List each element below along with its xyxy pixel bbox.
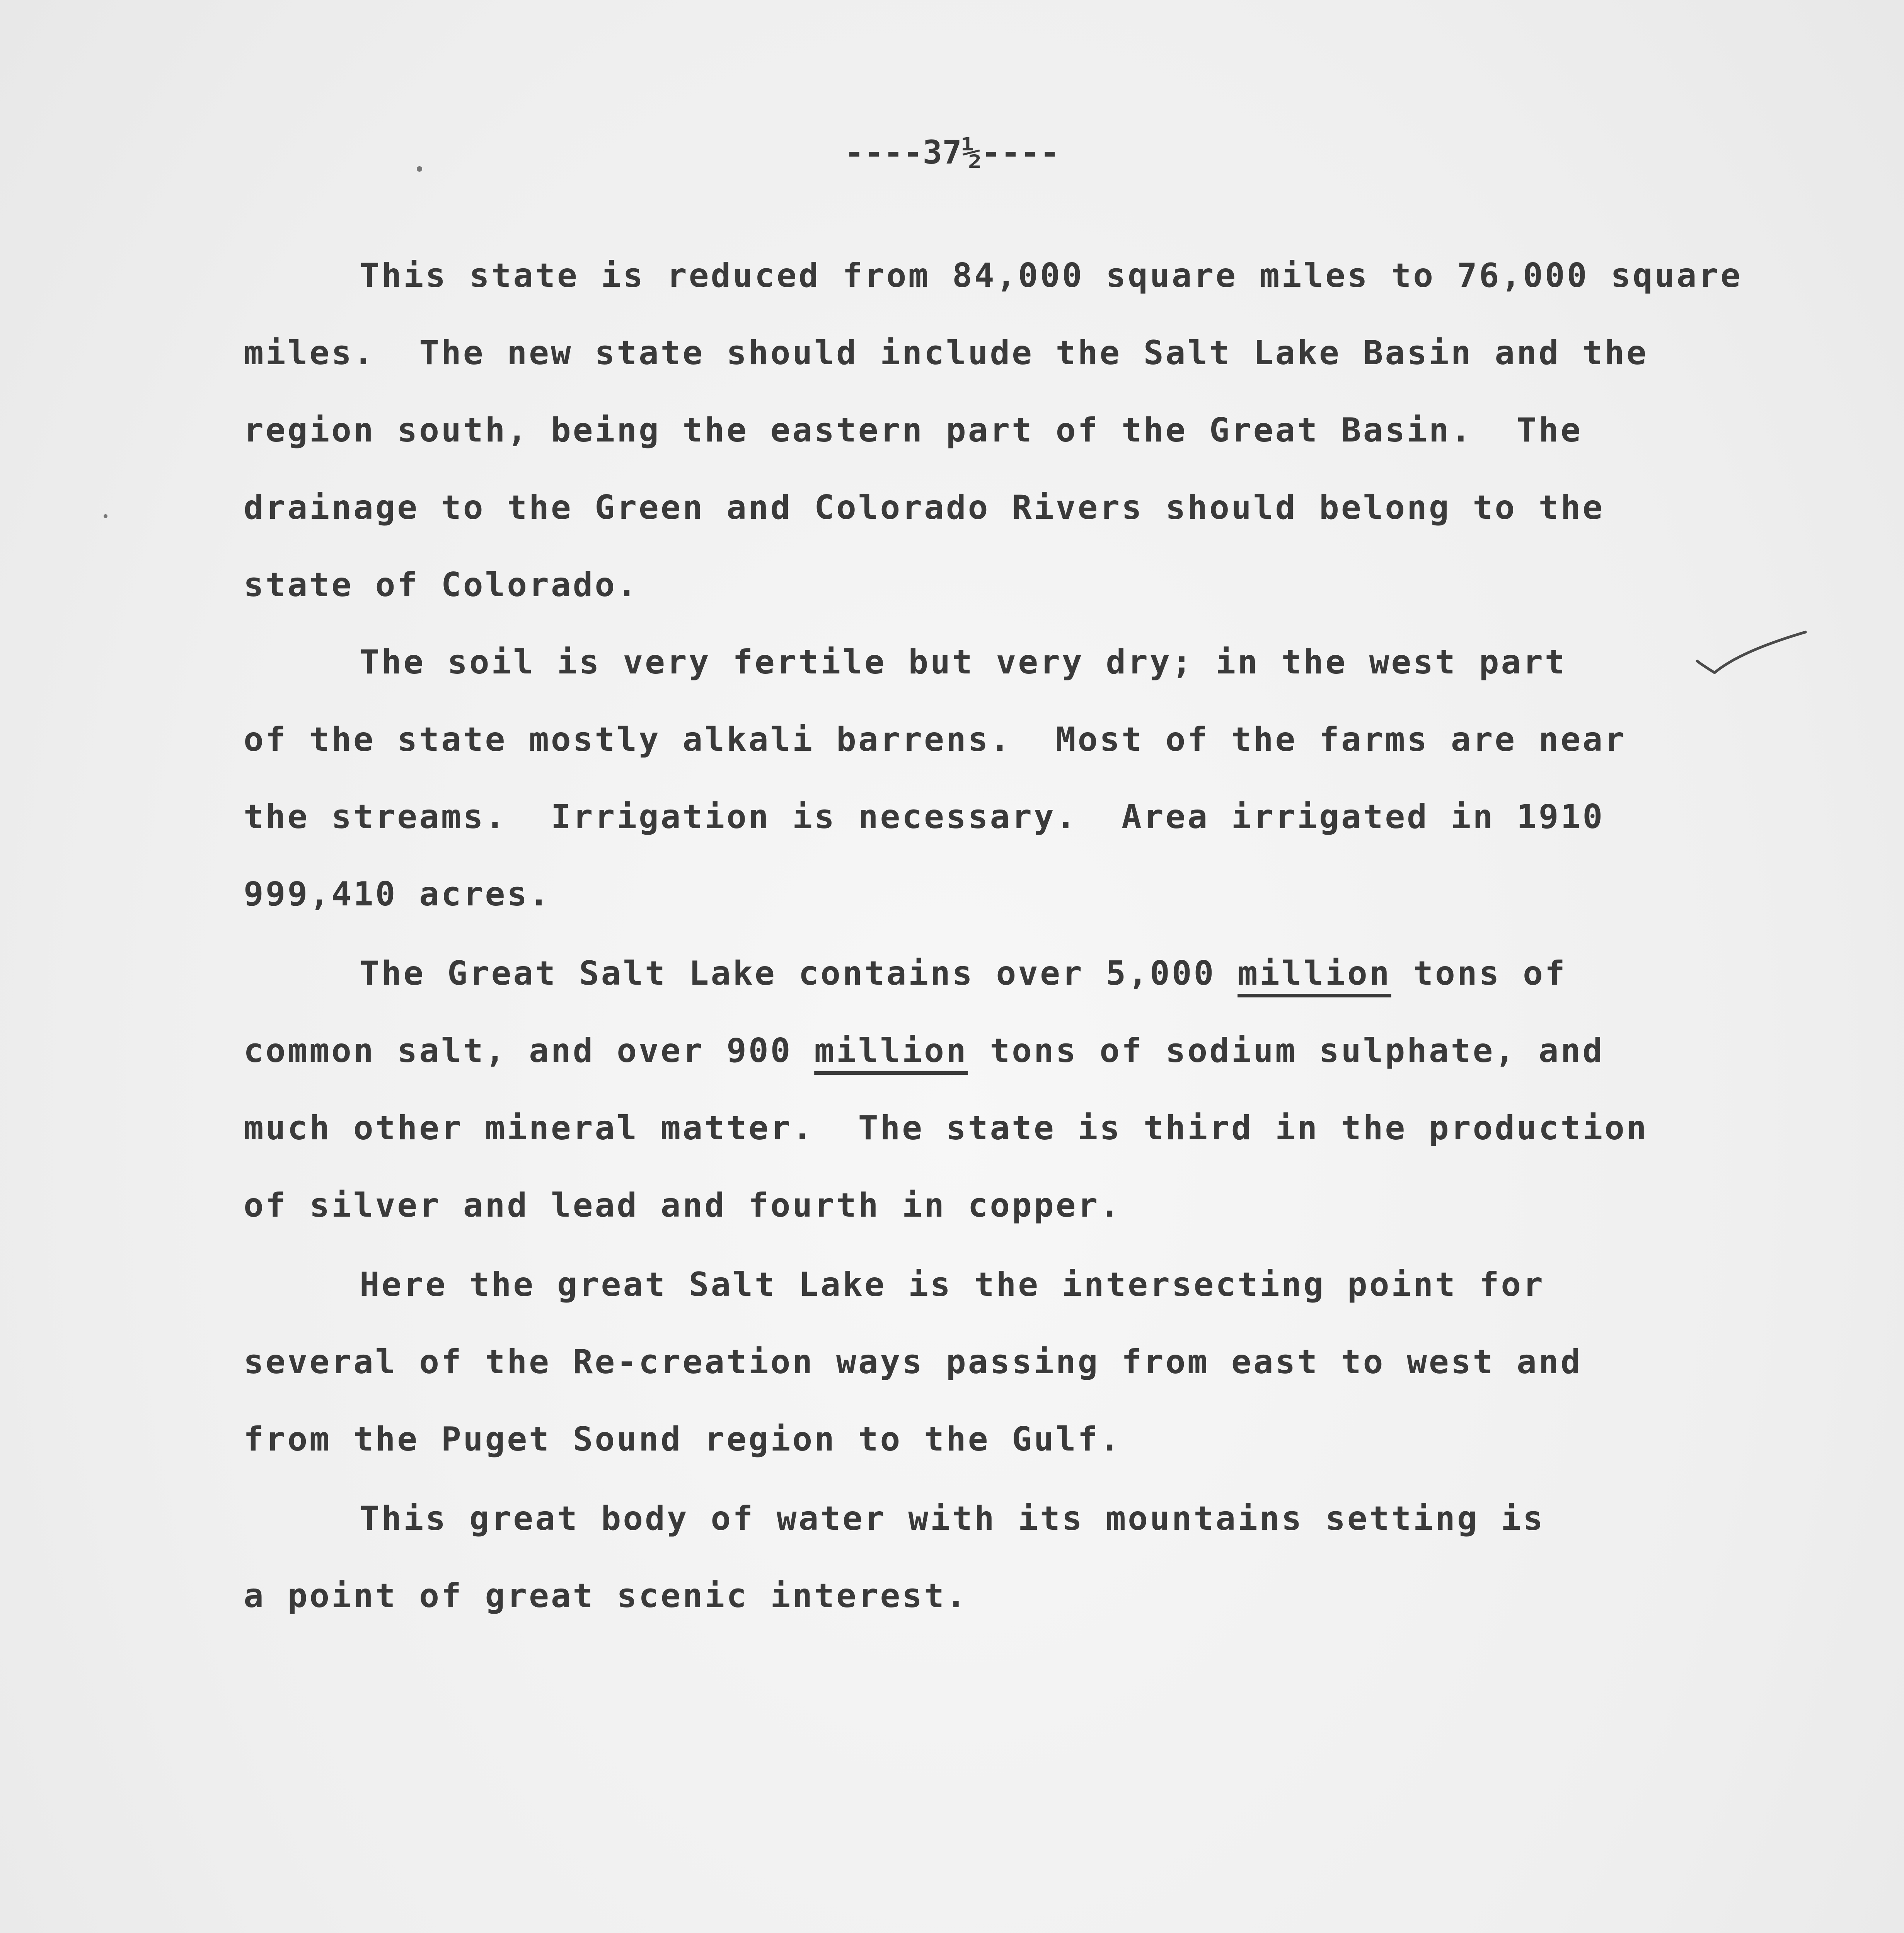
text-line: The Great Salt Lake contains over 5,000 million tons of — [360, 954, 1567, 993]
text-line: a point of great scenic interest. — [244, 1577, 968, 1615]
text-line: several of the Re-creation ways passing from east to west and — [244, 1343, 1583, 1381]
text-line: This state is reduced from 84,000 square miles to 76,000 square — [360, 256, 1742, 295]
underlined-word: million — [1238, 954, 1391, 993]
page-number: ----37½---- — [844, 133, 1060, 171]
text-line: of silver and lead and fourth in copper. — [244, 1186, 1122, 1225]
text-line: much other mineral matter. The state is third in the production — [244, 1109, 1648, 1147]
text-line: Here the great Salt Lake is the intersecting point for — [360, 1265, 1545, 1304]
text-line: state of Colorado. — [244, 566, 639, 604]
text-line: from the Puget Sound region to the Gulf. — [244, 1420, 1122, 1459]
text-line: This great body of water with its mountains setting is — [360, 1499, 1545, 1538]
handwritten-checkmark — [1693, 624, 1809, 678]
text-line: the streams. Irrigation is necessary. Area irrigated in 1910 — [244, 798, 1605, 836]
text-line: region south, being the eastern part of the Great Basin. The — [244, 411, 1583, 450]
underlined-word: million — [814, 1031, 968, 1070]
text-line: 999,410 acres. — [244, 875, 551, 914]
paper-speck — [417, 166, 422, 172]
text-line: The soil is very fertile but very dry; in the west part — [360, 643, 1567, 682]
text-line: drainage to the Green and Colorado Rivers should belong to the — [244, 488, 1605, 527]
text-line: miles. The new state should include the Salt Lake Basin and the — [244, 334, 1648, 372]
text-line: common salt, and over 900 million tons of sodium sulphate, and — [244, 1031, 1605, 1070]
text-line: of the state mostly alkali barrens. Most of the farms are near — [244, 720, 1626, 759]
paper-speck — [104, 514, 107, 518]
